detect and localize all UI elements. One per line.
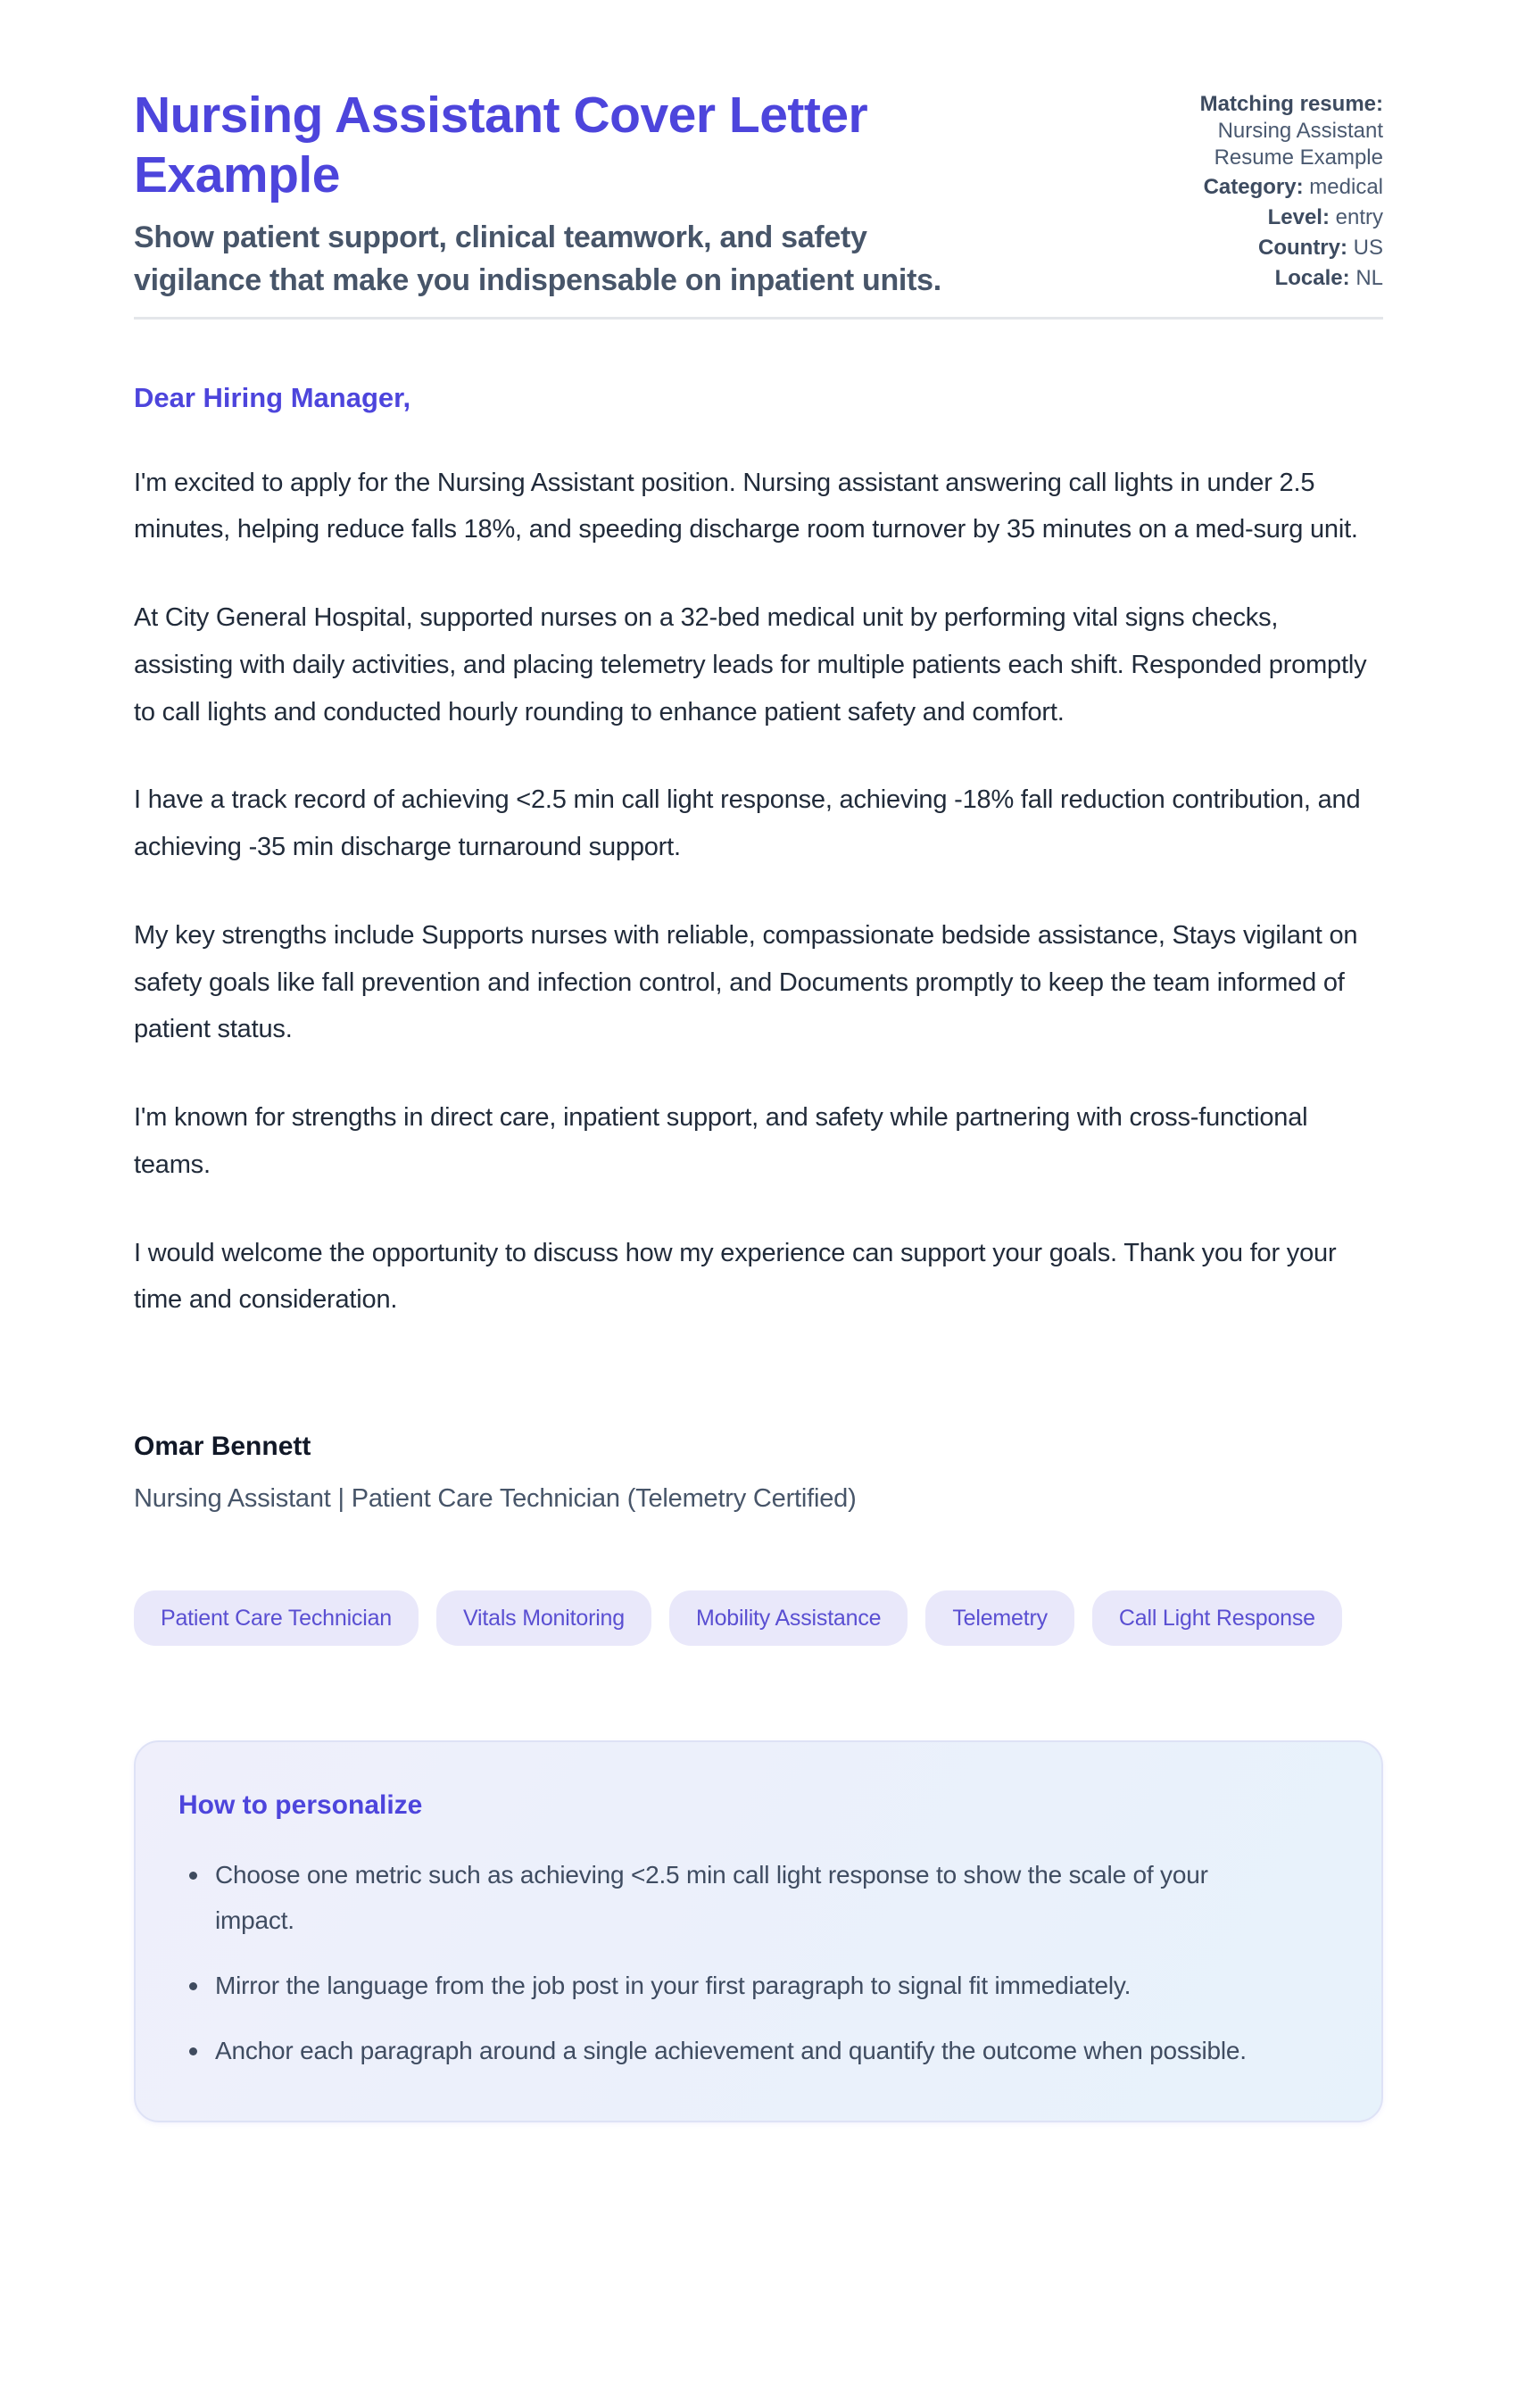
header-divider: [134, 317, 1383, 320]
meta-value: medical: [1309, 175, 1383, 200]
meta-row: [1142, 204, 1383, 231]
meta-label: Country:: [1258, 235, 1347, 260]
letter-greeting: Dear Hiring Manager,: [134, 381, 411, 413]
bullet-dot-icon: [189, 1982, 197, 1990]
letter-paragraph: At City General Hospital, supported nurses on a 32-bed medical unit by performing vital signs checks, assisting with daily activities, and placing telemetry leads for multiple patients each shift. Responded promptly to call lights and conducted hourly rounding to enhance patient safety and comfort.: [134, 603, 1367, 727]
signature-role: Nursing Assistant | Patient Care Technician (Telemetry Certified): [134, 1483, 857, 1513]
meta-value: entry: [1335, 205, 1383, 229]
bullet-dot-icon: [189, 2047, 197, 2055]
meta-row: [1142, 91, 1383, 170]
bullet-text: Anchor each paragraph around a single achievement and quantify the outcome when possible.: [215, 2036, 1247, 2064]
cover-letter-body: [134, 378, 1383, 1520]
meta-row: [1142, 265, 1383, 292]
personalize-bullet: [178, 1964, 1328, 2009]
meta-row: [1142, 174, 1383, 201]
meta-label: Level:: [1267, 205, 1330, 229]
meta-label: Category:: [1203, 175, 1304, 200]
letter-paragraph: My key strengths include Supports nurses with reliable, compassionate bedside assistance, Stays vigilant on safety goals like fall prevention and infection control, and Documents promptly to keep the team informed of patient status.: [134, 920, 1358, 1044]
skill-tag: Mobility Assistance: [669, 1590, 908, 1646]
personalize-bullet: [178, 1853, 1328, 1944]
personalize-card: [134, 1740, 1383, 2122]
letter-paragraph: I'm known for strengths in direct care, inpatient support, and safety while partnering with cross-functional teams.: [134, 1103, 1308, 1179]
personalize-list: [178, 1853, 1328, 2074]
meta-value: US: [1353, 235, 1383, 260]
meta-label: Locale:: [1274, 265, 1350, 290]
letter-paragraph: I'm excited to apply for the Nursing Assistant position. Nursing assistant answering call lights in under 2.5 minutes, helping reduce falls 18%, and speeding discharge room turnover by 35 minutes on a med-surg unit.: [134, 468, 1358, 544]
meta-value: NL: [1355, 265, 1383, 290]
letter-paragraph: I would welcome the opportunity to discuss how my experience can support your goals. Thank you for your time and consideration.: [134, 1238, 1337, 1315]
meta-row: [1142, 235, 1383, 262]
header-title-block: [134, 86, 1062, 303]
skill-tag: Patient Care Technician: [134, 1590, 419, 1646]
header: [134, 86, 1383, 303]
skill-tag: Call Light Response: [1092, 1590, 1342, 1646]
personalize-bullet: [178, 2029, 1328, 2074]
bullet-text: Choose one metric such as achieving <2.5 min call light response to show the scale of your impact.: [215, 1861, 1208, 1935]
meta-value: Nursing Assistant Resume Example: [1214, 118, 1383, 170]
bullet-dot-icon: [189, 1872, 197, 1880]
skill-tag: Vitals Monitoring: [436, 1590, 651, 1646]
bullet-text: Mirror the language from the job post in your first paragraph to signal fit immediately.: [215, 1972, 1132, 2000]
page-subtitle: Show patient support, clinical teamwork, and safety vigilance that make you indispensable on inpatient units.: [134, 220, 941, 297]
letter-paragraphs: [134, 460, 1383, 1324]
page-title: Nursing Assistant Cover Letter Example: [134, 87, 868, 203]
meta-block: [1142, 86, 1383, 295]
meta-label: Matching resume:: [1199, 92, 1383, 116]
personalize-heading: How to personalize: [178, 1790, 423, 1821]
signature-name: Omar Bennett: [134, 1432, 311, 1462]
letter-paragraph: I have a track record of achieving <2.5 min call light response, achieving -18% fall reduction contribution, and achieving -35 min discharge turnaround support.: [134, 785, 1361, 862]
skill-tags: [134, 1590, 1383, 1646]
skill-tag: Telemetry: [925, 1590, 1074, 1646]
